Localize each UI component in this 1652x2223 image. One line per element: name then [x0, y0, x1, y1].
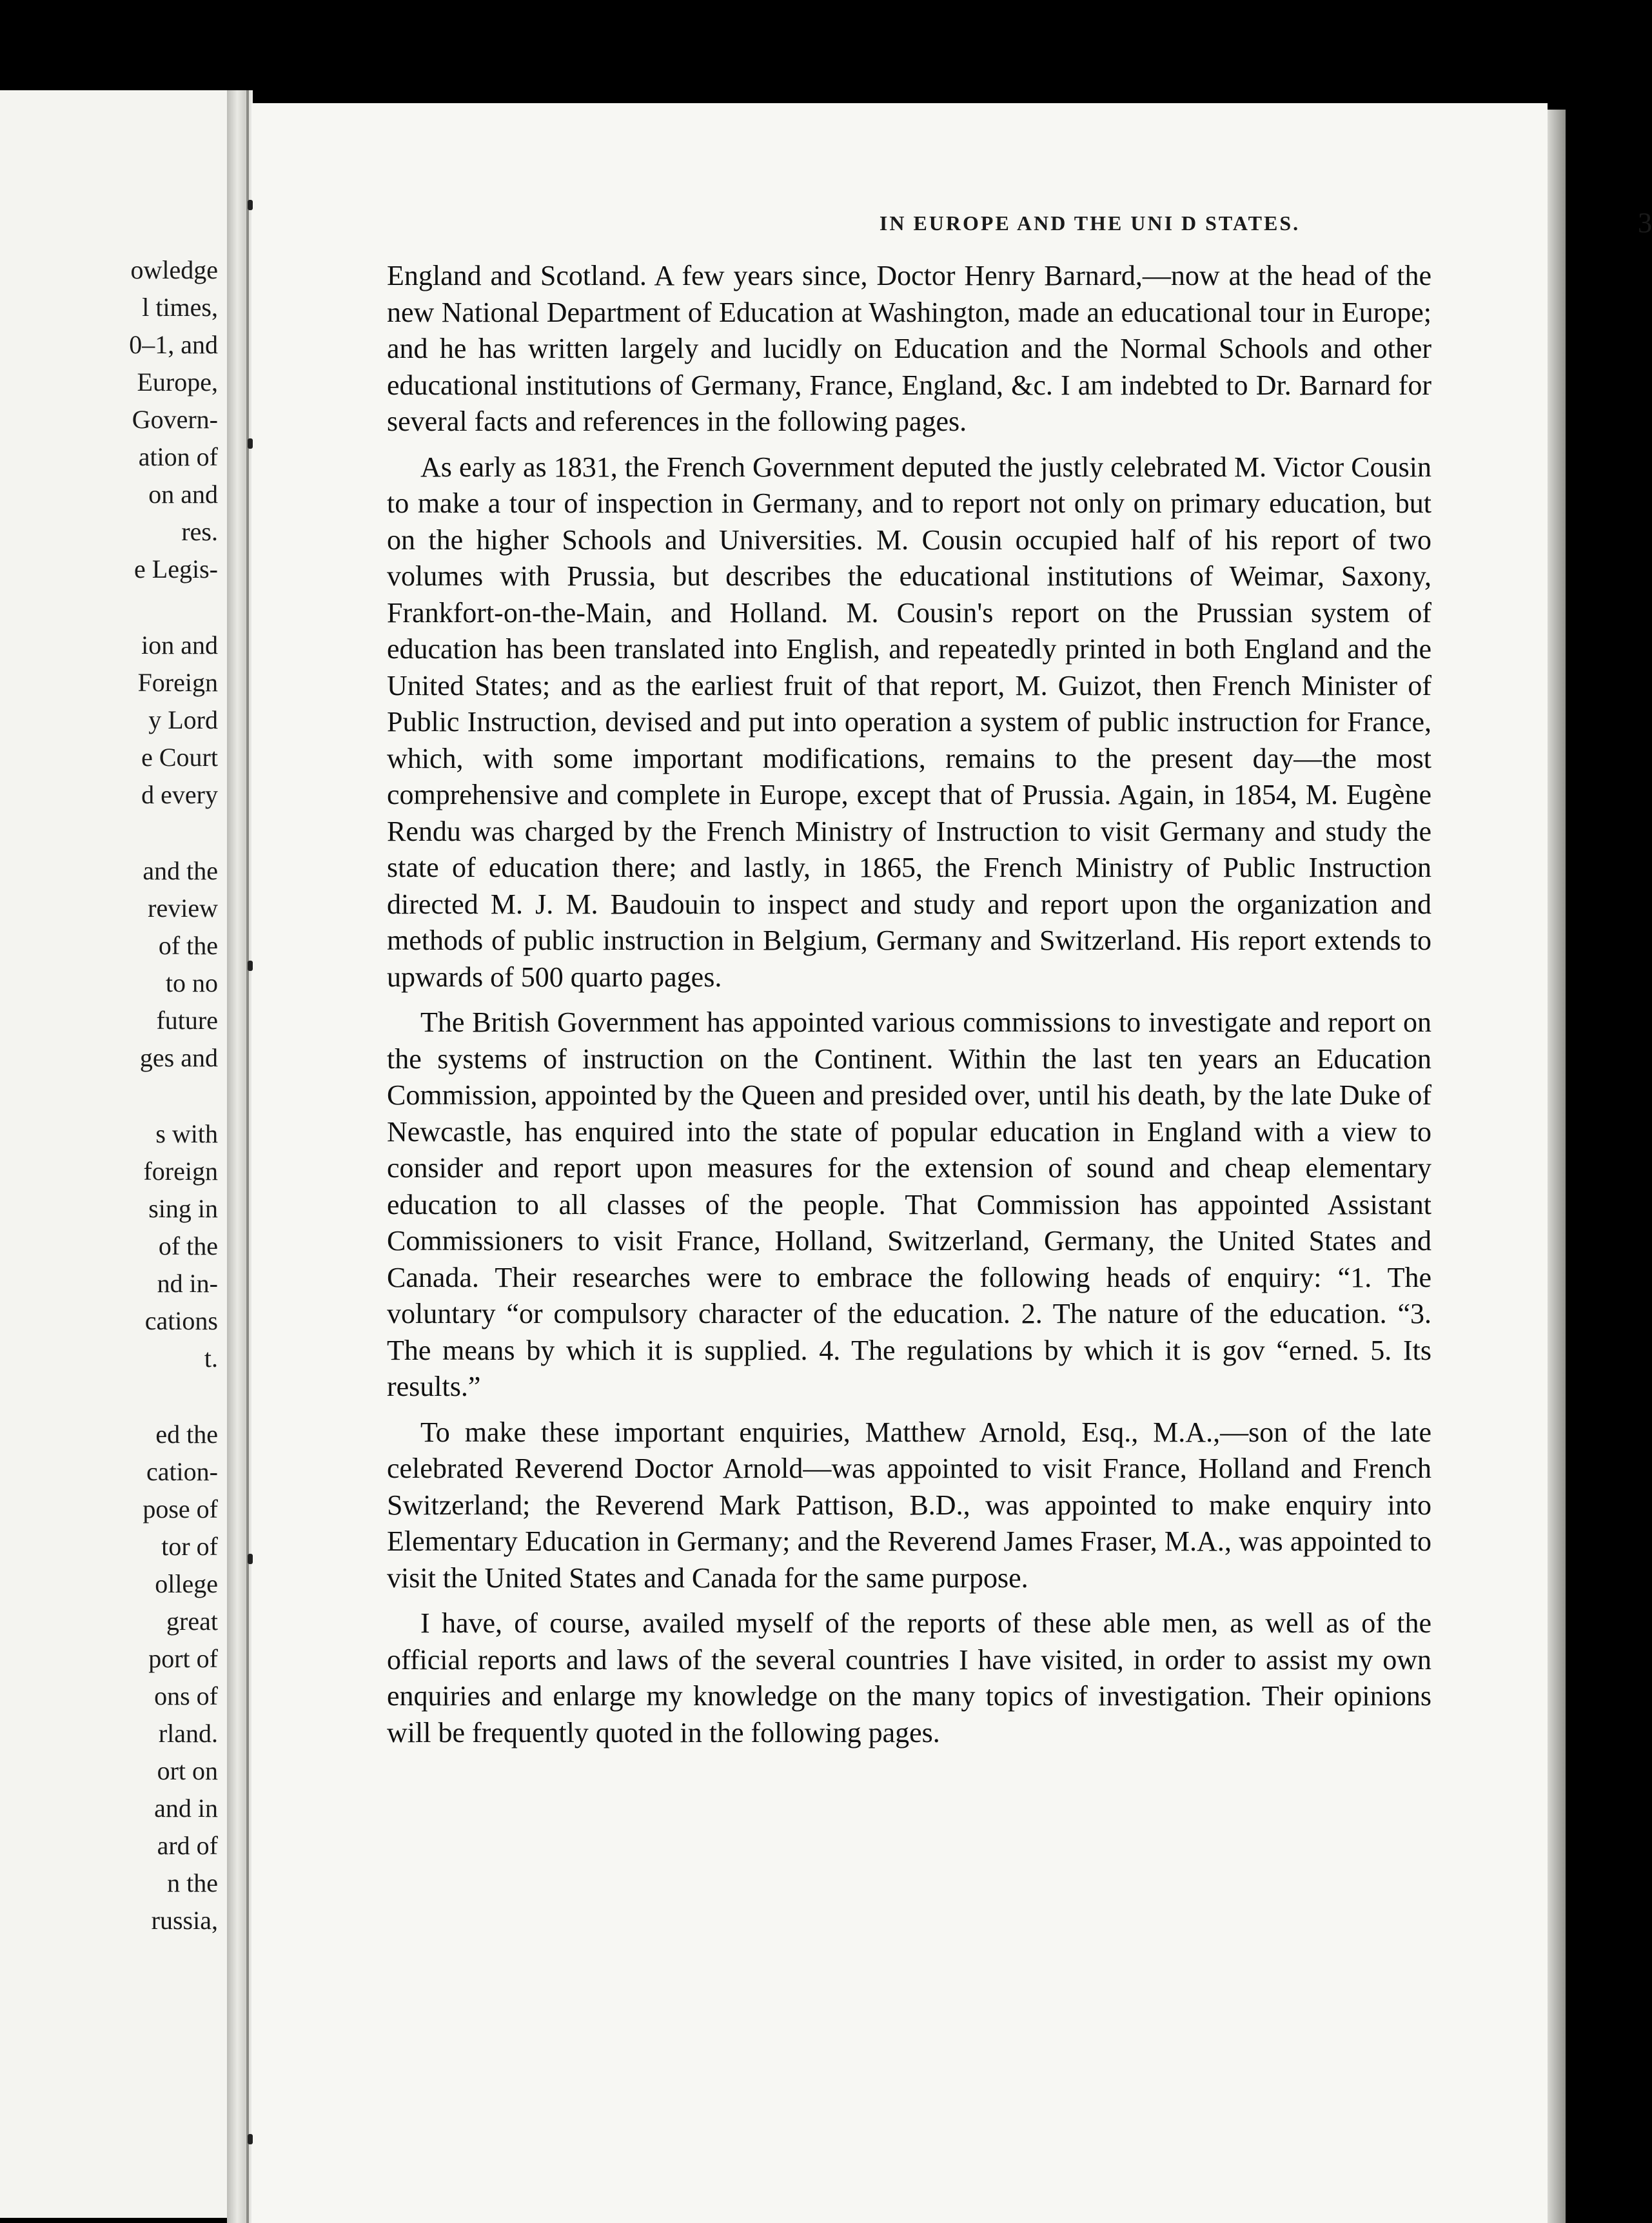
left-text-fragment: ed the: [155, 1420, 218, 1449]
left-text-fragment: port of: [148, 1644, 218, 1673]
left-text-fragment: sing in: [148, 1194, 218, 1223]
page-edge: [1548, 110, 1566, 2223]
paragraph: The British Government has appointed various commissions to investigate and report on the systems of instruction on the Continent. Within the last ten years an Education Commission, appointed by the Queen and presided over, until his death, by the late Duke of Newcastle, has enquired into the state of popular education in England with a view to consider and report upon measures for the extension of sound and cheap elementary education to all classes of the people. That Commission has appointed Assistant Commissioners to visit France, Holland, Switzerland, Germany, the United States and Canada. Their researches were to embrace the following heads of enquiry: “1. The voluntary “or compulsory character of the education. 2. The nature of the education. “3. The means by which it is supplied. 4. The regulations by which it is gov “erned. 5. Its results.”: [387, 1006, 1431, 1402]
body-text: [387, 258, 1431, 1760]
running-head: IN EUROPE AND THE UNI D STATES.: [879, 211, 1301, 235]
left-text-fragment: e Legis-: [134, 554, 218, 583]
binding-mark: [248, 200, 253, 210]
left-text-fragment: ation of: [138, 442, 218, 471]
paragraph: As early as 1831, the French Government deputed the justly celebrated M. Victor Cousin to make a tour of inspection in Germany, and to report not only on primary education, but on the higher Schools and Universities. M. Cousin occupied half of his report of two volumes with Prussia, but describes the educational institutions of Weimar, Saxony, Frankfort-on-the-Main, and Holland. M. Cousin's report on the Prussian system of education has been translated into English, and repeatedly printed in both England and the United States; and as the earliest fruit of that report, M. Guizot, then French Minister of Public Instruction, devised and put into operation a system of public instruction for France, which, with some important modifications, remains to the present day—the most comprehensive and complete in Europe, except that of Prussia. Again, in 1854, M. Eugène Rendu was charged by the French Ministry of Instruction to visit Germany and study the state of education there; and lastly, in 1865, the French Ministry of Public Instruction directed M. J. M. Baudouin to inspect and study and report upon the organization and methods of public instruction in Belgium, Germany and Switzerland. His report extends to upwards of 500 quarto pages.: [387, 451, 1431, 993]
left-text-fragment: n the: [167, 1868, 218, 1897]
binding-mark: [248, 961, 253, 971]
left-text-fragment: review: [148, 894, 218, 923]
left-text-fragment: Europe,: [137, 367, 218, 397]
left-text-fragment: l times,: [142, 293, 218, 322]
left-text-fragment: d every: [141, 780, 218, 809]
left-text-fragment: Foreign: [137, 668, 218, 697]
left-text-fragment: cations: [144, 1306, 218, 1335]
left-text-fragment: great: [166, 1607, 218, 1636]
left-text-fragment: and in: [154, 1794, 218, 1823]
left-text-fragment: s with: [155, 1119, 218, 1148]
left-text-fragment: t.: [204, 1344, 218, 1373]
left-text-fragment: ons of: [154, 1681, 218, 1710]
book-gutter: [227, 90, 253, 2223]
paragraph: I have, of course, availed myself of the reports of these able men, as well as of the official reports and laws of the several countries I have visited, in order to assist my own enquiries and enlarge my knowledge on the many topics of investigation. Their opinions will be frequently quoted in the following pages.: [387, 1607, 1431, 1748]
left-text-fragment: pose of: [143, 1494, 218, 1523]
spine-shadow: [246, 90, 249, 2223]
left-text-fragment: nd in-: [157, 1269, 218, 1298]
left-text-fragment: on and: [148, 480, 218, 509]
left-text-fragment: of the: [158, 931, 218, 960]
left-text-fragment: ollege: [155, 1569, 218, 1598]
binding-mark: [248, 1554, 253, 1564]
paragraph: England and Scotland. A few years since, Doctor Henry Barnard,—now at the head of the new National Department of Education at Washington, made an educational tour in Europe; and he has written largely and lucidly on Education and the Normal Schools and other educational institutions of Germany, France, England, &c. I am indebted to Dr. Barnard for several facts and references in the following pages.: [387, 260, 1431, 437]
left-text-fragment: tor of: [161, 1532, 218, 1561]
left-text-fragment: y Lord: [148, 705, 218, 734]
left-text-fragment: Govern-: [132, 405, 218, 434]
left-text-fragment: future: [156, 1006, 218, 1035]
left-text-fragment: of the: [158, 1231, 218, 1260]
left-text-fragment: and the: [143, 856, 218, 885]
left-text-fragment: ges and: [139, 1043, 218, 1072]
left-page-fragment: [0, 90, 227, 2218]
left-text-fragment: to no: [165, 968, 218, 997]
left-text-fragment: russia,: [151, 1906, 218, 1935]
binding-mark: [248, 2134, 253, 2144]
left-text-fragment: foreign: [143, 1157, 218, 1186]
left-text-fragment: res.: [181, 517, 218, 546]
paragraph: To make these important enquiries, Matthew Arnold, Esq., M.A.,—son of the late celebrated Reverend Doctor Arnold—was appointed to visit France, Holland and French Switzerland; the Reverend Mark Pattison, B.D., was appointed to make enquiry into Elementary Education in Germany; and the Reverend James Fraser, M.A., was appointed to visit the United States and Canada for the same purpose.: [387, 1416, 1431, 1594]
right-page: [251, 103, 1652, 2223]
left-text-fragment: ion and: [141, 631, 218, 660]
page-number: 3: [1638, 207, 1652, 239]
left-text-fragment: 0–1, and: [129, 330, 218, 359]
binding-mark: [248, 438, 253, 449]
left-text-fragment: e Court: [141, 743, 218, 772]
left-text-fragment: ort on: [157, 1756, 218, 1785]
left-text-fragment: rland.: [158, 1719, 218, 1748]
left-text-fragment: ard of: [157, 1831, 218, 1860]
left-text-fragment: owledge: [130, 255, 218, 284]
left-text-fragment: cation-: [146, 1457, 218, 1486]
